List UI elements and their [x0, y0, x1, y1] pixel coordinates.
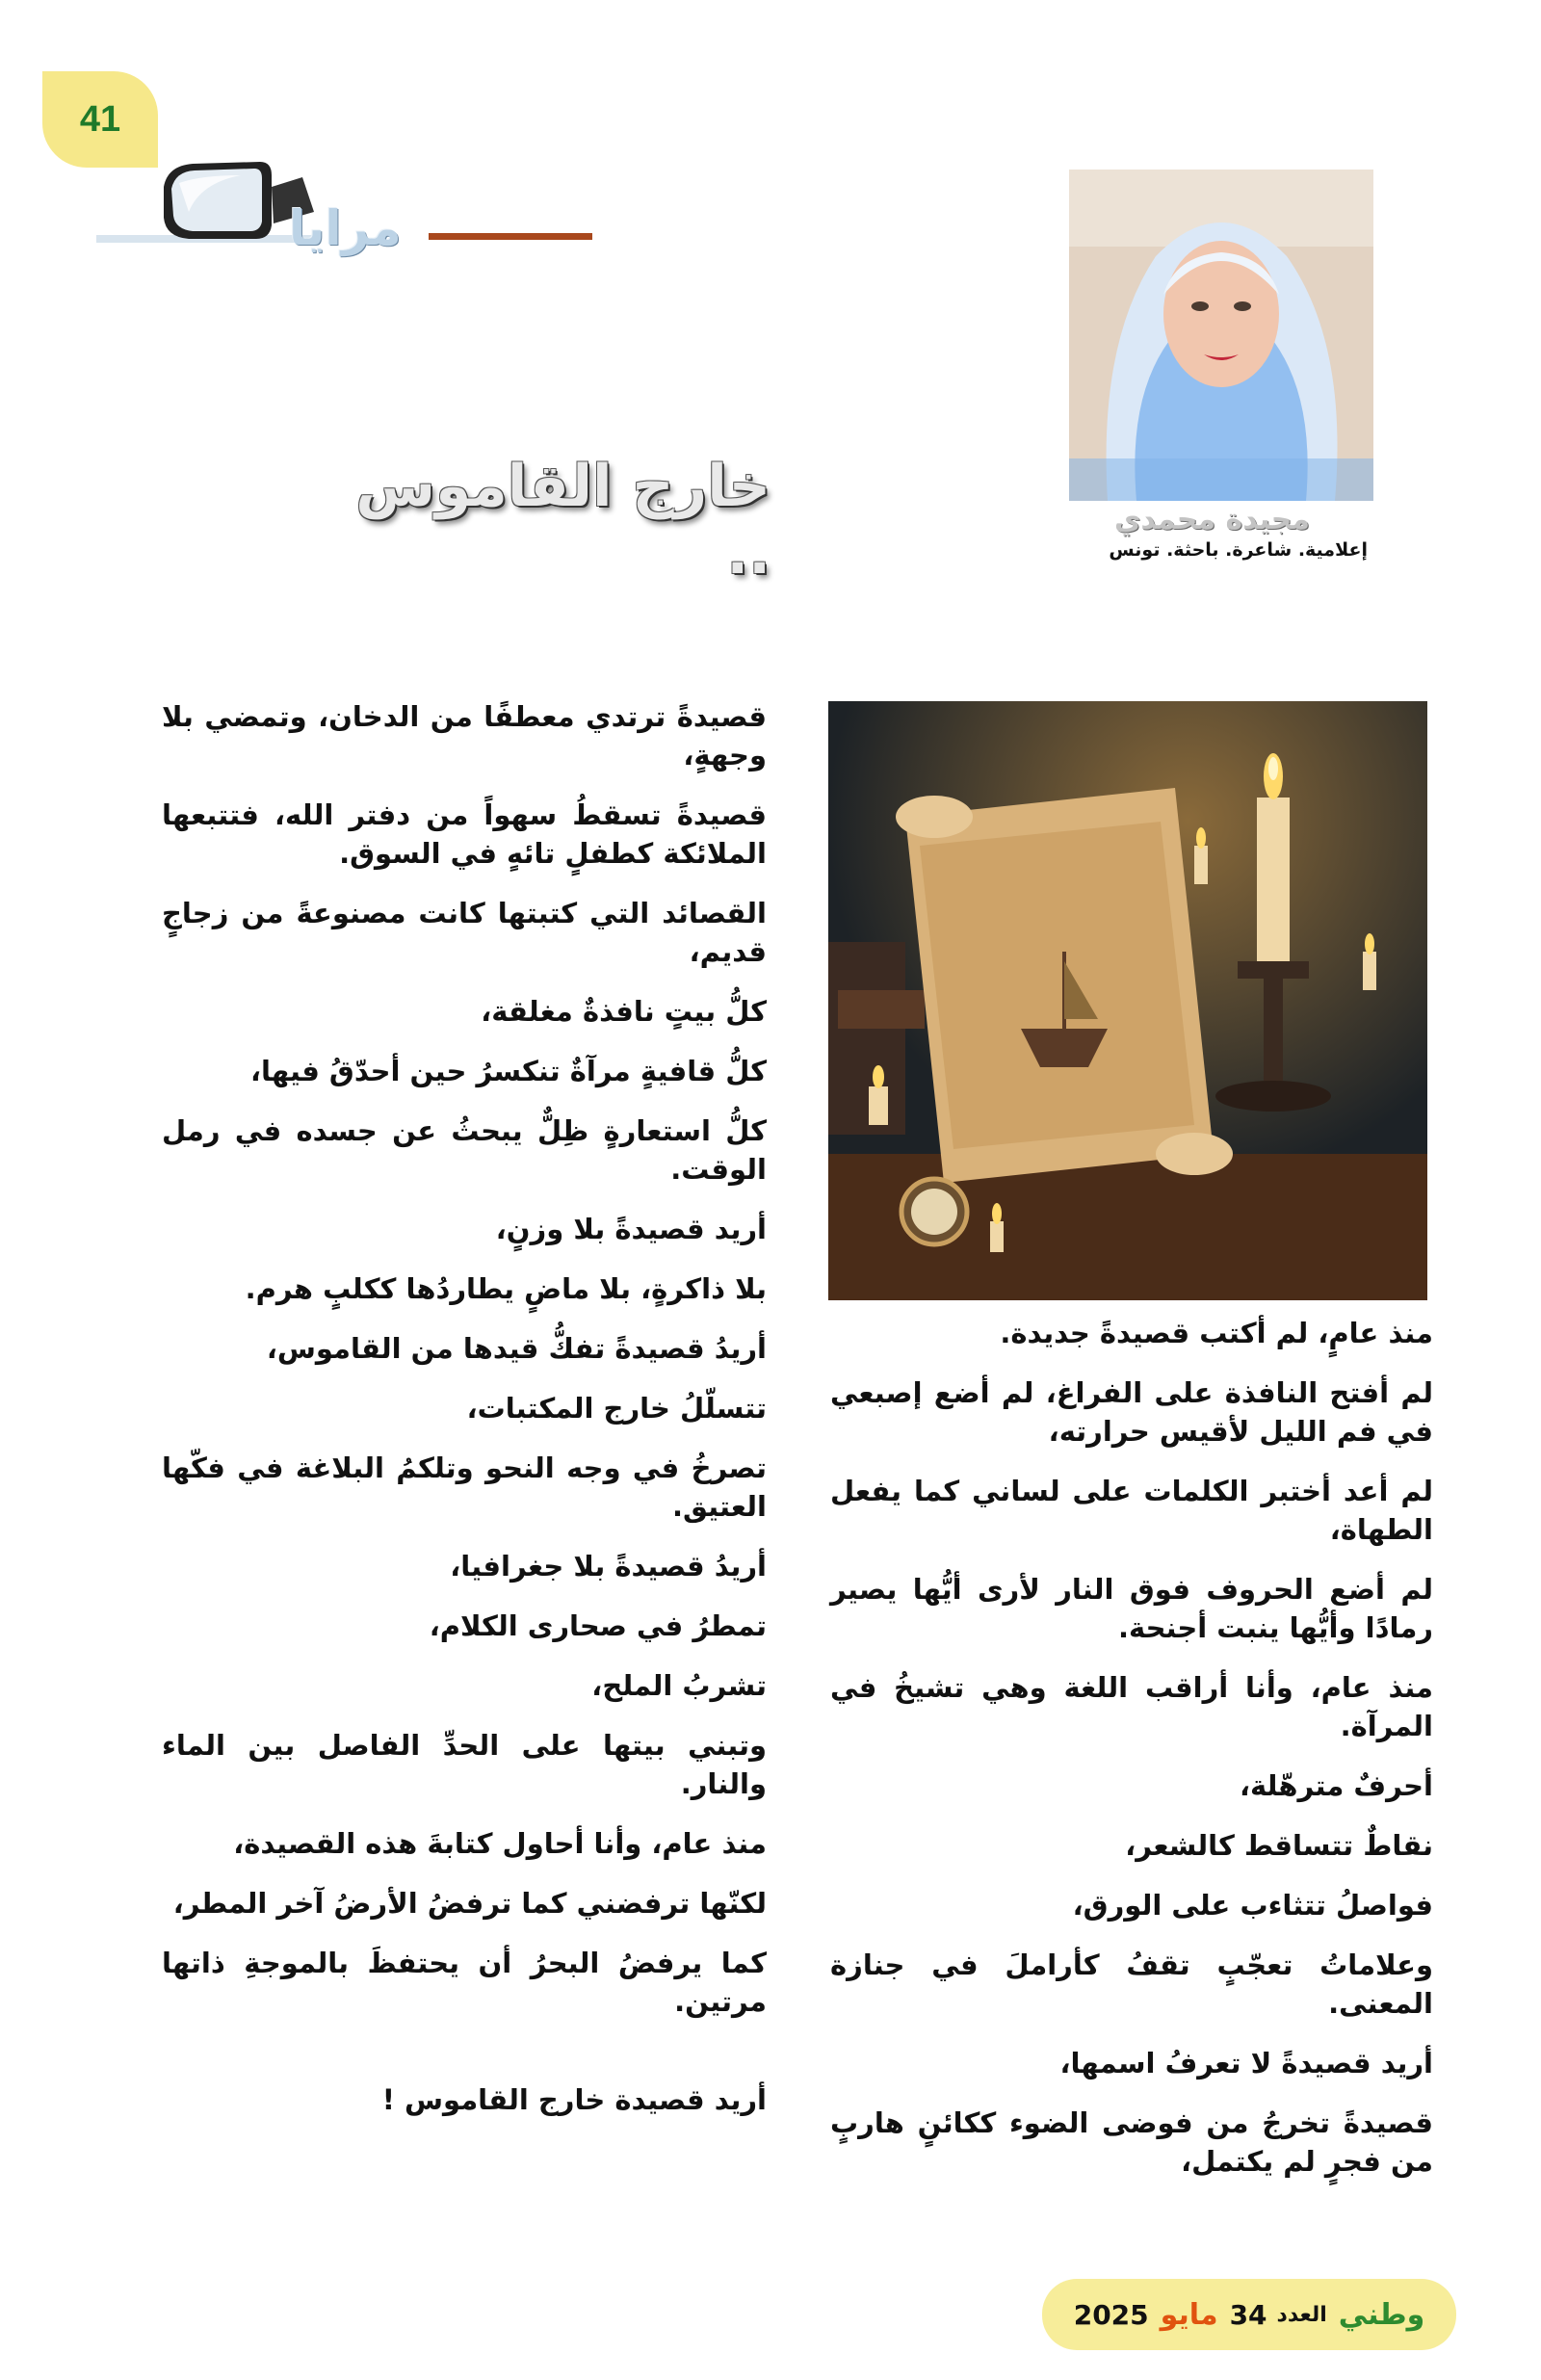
- author-name: مجيدة محمدي: [1113, 503, 1310, 536]
- poem-line: لم أفتح النافذة على الفراغ، لم أضع إصبعي في فم الليل لأقيس حرارته،: [830, 1376, 1433, 1448]
- poem-line: القصائد التي كتبتها كانت مصنوعةً من زجاجٍ قديم،: [162, 897, 767, 968]
- poem-line: منذ عام، وأنا أراقب اللغة وهي تشيخُ في المرآة.: [830, 1671, 1433, 1742]
- scroll-candles-illustration: [828, 701, 1427, 1300]
- page-number-badge: [42, 71, 158, 168]
- poem-line: منذ عام، وأنا أحاول كتابةَ هذه القصيدة،: [233, 1827, 767, 1860]
- magazine-brand: وطني: [1338, 2297, 1425, 2332]
- poem-line: تمطرُ في صحارى الكلام،: [429, 1609, 767, 1642]
- poem-line: أريدُ قصيدةً بلا جغرافيا،: [450, 1550, 767, 1582]
- poem-line: وتبني بيتها على الحدِّ الفاصل بين الماء والنار.: [162, 1729, 767, 1800]
- poem-line: لكنّها ترفضني كما ترفضُ الأرضُ آخر المطر،: [172, 1887, 767, 1920]
- poem-line: كلُّ بيتٍ نافذةٌ مغلقة،: [481, 995, 767, 1028]
- poem-line: منذ عامٍ، لم أكتب قصيدةً جديدة.: [1000, 1317, 1433, 1349]
- issue-year: 2025: [1073, 2298, 1149, 2331]
- poem-line: تصرخُ في وجه النحو وتلكمُ البلاغة في فكّها العتيق.: [162, 1452, 767, 1523]
- poem-line: وعلاماتُ تعجّبٍ تقفُ كأراملَ في جنازة المعنى.: [830, 1948, 1433, 2020]
- issue-number: 34: [1229, 2298, 1267, 2331]
- poem-line: أحرفٌ مترهّلة،: [1239, 1769, 1433, 1802]
- article-title: خارج القاموس ..: [355, 453, 770, 588]
- poem-line: فواصلُ تتثاءب على الورق،: [1072, 1889, 1433, 1922]
- magazine-footer-badge: [1042, 2279, 1456, 2350]
- poem-line: كلُّ قافيةٍ مرآةٌ تنكسرُ حين أحدّقُ فيها،: [249, 1055, 767, 1087]
- author-bio: إعلامية. شاعرة. باحثة. تونس: [1109, 539, 1368, 561]
- poem-line: لم أضع الحروف فوق النار لأرى أيُّها يصير رمادًا وأيُّها ينبت أجنحة.: [830, 1573, 1433, 1644]
- issue-label: العدد: [1276, 2302, 1327, 2327]
- poem-line: تتسلّلُ خارج المكتبات،: [466, 1392, 767, 1425]
- poem-line: كلُّ استعارةٍ ظِلٌّ يبحثُ عن جسده في رمل الوقت.: [162, 1114, 767, 1186]
- poem-line: أريدُ قصيدةً تفكُّ قيدها من القاموس،: [266, 1332, 767, 1365]
- poem-line: بلا ذاكرةٍ، بلا ماضٍ يطاردُها ككلبٍ هرم.: [245, 1272, 767, 1305]
- poem-right-column: [830, 1314, 1433, 2202]
- poem-line: قصيدةً ترتدي معطفًا من الدخان، وتمضي بلا وجهةٍ،: [162, 700, 767, 772]
- poem-line: لم أعد أختبر الكلمات على لساني كما يفعل الطهاة،: [830, 1475, 1433, 1546]
- poem-line: أريد قصيدةً لا تعرفُ اسمها،: [1059, 2047, 1433, 2079]
- poem-line: قصيدةً تسقطُ سهواً من دفتر الله، فتتبعها الملائكة كطفلٍ تائهٍ في السوق.: [162, 798, 767, 870]
- poem-line: تشربُ الملح،: [591, 1669, 767, 1702]
- poem-line: أريد قصيدةً بلا وزنٍ،: [495, 1213, 767, 1245]
- poem-line: كما يرفضُ البحرُ أن يحتفظَ بالموجةِ ذاتها مرتين.: [162, 1947, 767, 2018]
- poem-line: قصيدةً تخرجُ من فوضى الضوء ككائنٍ هاربٍ من فجرٍ لم يكتمل،: [830, 2106, 1433, 2178]
- page-number: 41: [79, 98, 121, 140]
- poem-left-column: [162, 697, 767, 2140]
- issue-month: مايو: [1160, 2297, 1218, 2332]
- author-photo: [1069, 170, 1373, 501]
- poem-closing-line: أريد قصيدة خارج القاموس !: [381, 2083, 767, 2116]
- section-name: مرايا: [289, 200, 402, 256]
- poem-line: نقاطٌ تتساقط كالشعر،: [1125, 1829, 1433, 1862]
